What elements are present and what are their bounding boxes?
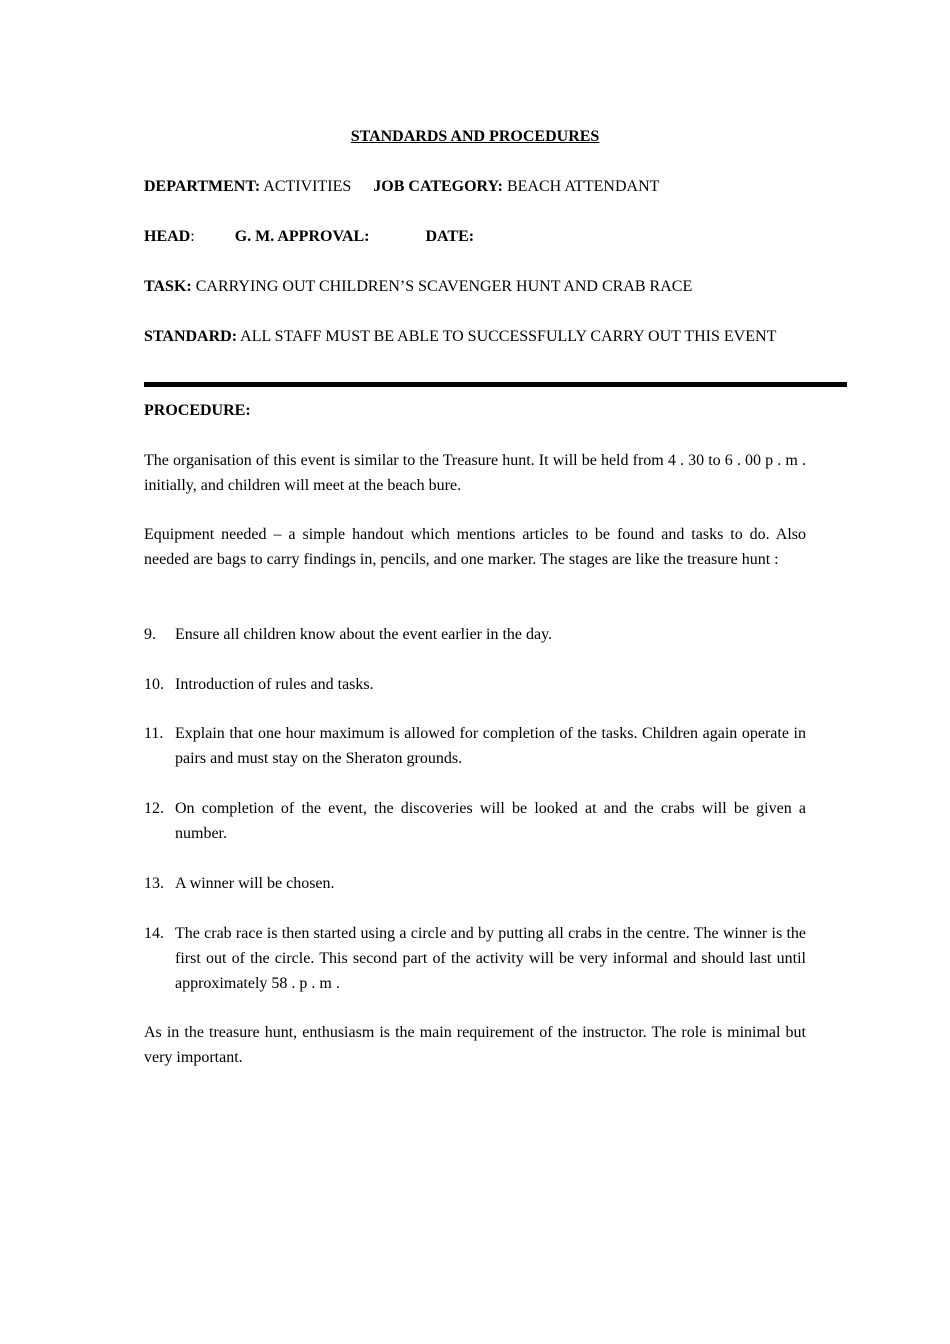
department-row (144, 177, 659, 197)
procedure-heading (144, 401, 251, 421)
department-label: DEPARTMENT: (144, 178, 261, 195)
approval-row (144, 227, 474, 247)
task-row (144, 277, 692, 297)
document-title: STANDARDS AND PROCEDURES (350, 128, 600, 145)
list-item-text: A winner will be chosen. (175, 875, 335, 892)
department-value: ACTIVITIES (263, 178, 352, 195)
section-divider (144, 382, 847, 387)
date-label: DATE: (425, 228, 475, 245)
list-item-text: Ensure all children know about the event earlier in the day. (175, 626, 553, 643)
list-item-number: 12. (144, 800, 164, 817)
list-item (144, 871, 806, 896)
task-label: TASK: (144, 278, 192, 295)
closing-paragraph: As in the treasure hunt, enthusiasm is the main requirement of the instructor. The role is minimal but very important. (144, 1024, 806, 1066)
list-item-text: On completion of the event, the discoveries will be looked at and the crabs will be given a number. (175, 800, 806, 842)
list-item-number: 13. (144, 875, 164, 892)
standard-value: ALL STAFF MUST BE ABLE TO SUCCESSFULLY CARRY OUT THIS EVENT (240, 328, 777, 345)
list-item (144, 622, 806, 647)
list-item-number: 9. (144, 626, 156, 643)
intro-paragraph: The organisation of this event is similar to the Treasure hunt. It will be held from 4 . 30 to 6 . 00 p . m . initially, and children will meet at the beach bure. (144, 452, 806, 494)
procedure-heading-text: PROCEDURE: (144, 402, 251, 419)
list-item-number: 14. (144, 925, 164, 942)
job-category-label: JOB CATEGORY: (373, 178, 503, 195)
list-item-number: 11. (144, 725, 164, 742)
list-item-text: Explain that one hour maximum is allowed for completion of the tasks. Children again operate in pairs and must stay on the Sheraton grounds. (175, 725, 806, 767)
list-item-number: 10. (144, 676, 164, 693)
list-item (144, 796, 806, 846)
list-item (144, 921, 806, 996)
task-value: CARRYING OUT CHILDREN’S SCAVENGER HUNT AND CRAB RACE (195, 278, 693, 295)
gm-approval-label: G. M. APPROVAL: (234, 228, 370, 245)
standard-row (144, 327, 776, 347)
list-item-text: Introduction of rules and tasks. (175, 676, 374, 693)
job-category-value: BEACH ATTENDANT (506, 178, 660, 195)
list-item (144, 721, 806, 771)
list-item-text: The crab race is then started using a circle and by putting all crabs in the centre. The winner is the first out of the circle. This second part of the activity will be very informal and should last until approximately 58 . p . m . (175, 925, 806, 992)
list-item (144, 672, 806, 697)
head-colon: : (190, 228, 195, 245)
equipment-paragraph: Equipment needed – a simple handout which mentions articles to be found and tasks to do. Also needed are bags to carry findings in, pencils, and one marker. The stages are like the treasure hunt : (144, 526, 806, 568)
standard-label: STANDARD: (144, 328, 238, 345)
head-label: HEAD (144, 228, 191, 245)
